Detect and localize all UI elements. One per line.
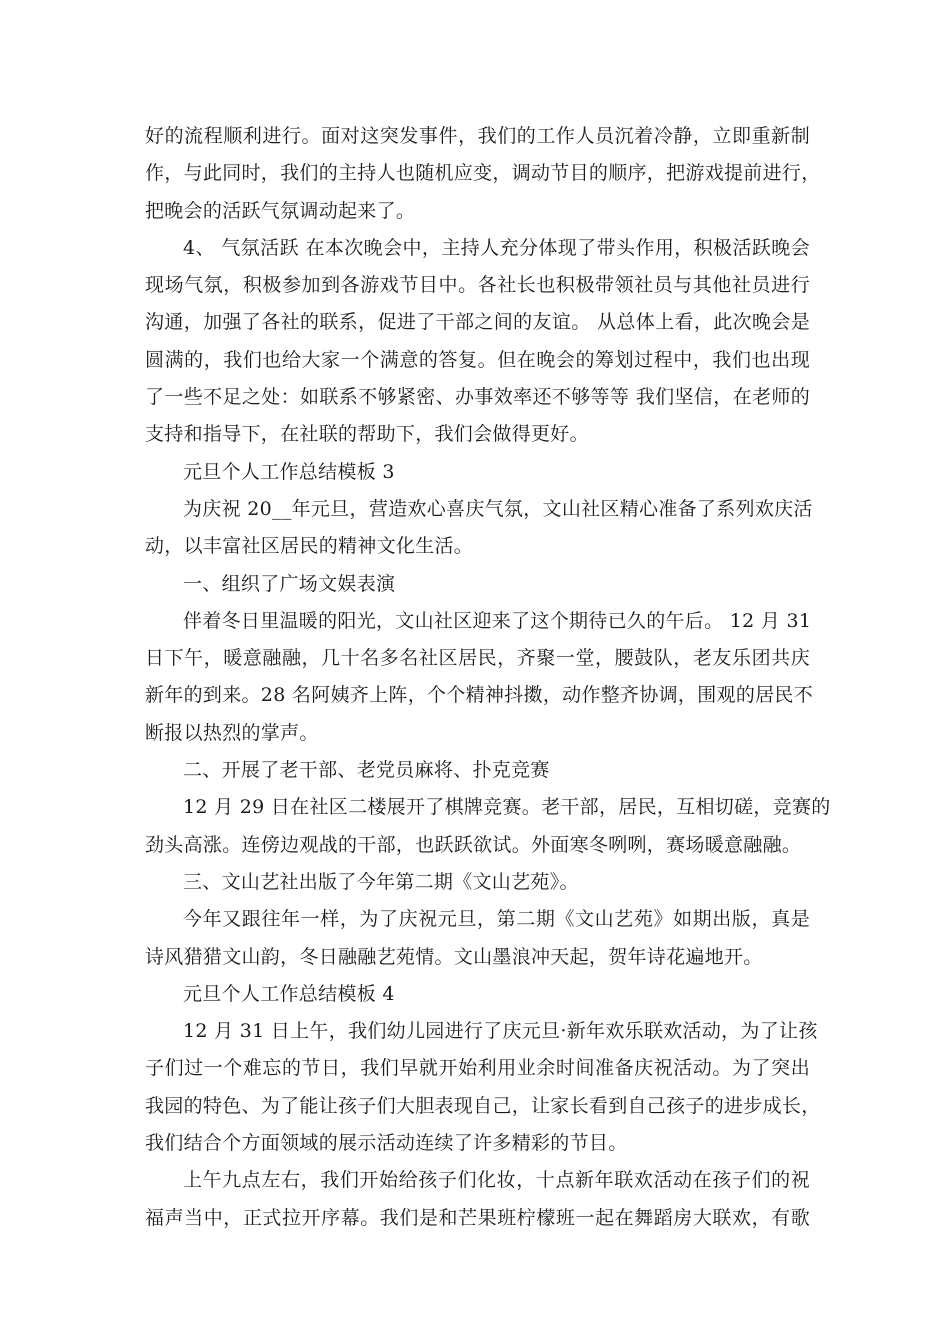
text-line: 二、开展了老干部、老党员麻将、扑克竞赛 [183, 759, 550, 782]
text-line: 支持和指导下，在社联的帮助下，我们会做得更好。 [145, 423, 589, 446]
text-line: 今年又跟往年一样，为了庆祝元旦，第二期《文山艺苑》如期出版，真是 [183, 908, 810, 931]
text-line: 好的流程顺利进行。面对这突发事件，我们的工作人员沉着冷静，立即重新制 [145, 125, 810, 147]
text-line: 作，与此同时，我们的主持人也随机应变，调动节目的顺序，把游戏提前进行， [145, 162, 821, 185]
text-line: 伴着冬日里温暖的阳光，文山社区迎来了这个期待已久的午后。 12 月 31 [183, 609, 812, 632]
text-line: 为庆祝 20__年元旦，营造欢心喜庆气氛，文山社区精心准备了系列欢庆活 [183, 497, 813, 520]
text-line: 子们过一个难忘的节日，我们早就开始利用业余时间准备庆祝活动。为了突出 [145, 1057, 810, 1080]
text-line: 了一些不足之处：如联系不够紧密、办事效率还不够等等 我们坚信，在老师的 [145, 386, 810, 409]
text-line: 4、 气氛活跃 在本次晚会中，主持人充分体现了带头作用，积极活跃晚会 [183, 236, 810, 259]
text-line: 沟通，加强了各社的联系，促进了干部之间的友谊。 从总体上看，此次晚会是 [145, 311, 810, 334]
text-line: 三、文山艺社出版了今年第二期《文山艺苑》。 [183, 870, 579, 893]
text-line: 动，以丰富社区居民的精神文化生活。 [145, 535, 474, 558]
text-line: 日下午，暖意融融，几十名多名社区居民，齐聚一堂，腰鼓队，老友乐团共庆 [145, 647, 810, 670]
text-line: 12 月 29 日在社区二楼展开了棋牌竞赛。老干部，居民，互相切磋，竞赛的 [183, 796, 831, 819]
text-line: 断报以热烈的掌声。 [145, 721, 319, 744]
text-line: 把晚会的活跃气氛调动起来了。 [145, 199, 416, 222]
document-body [145, 118, 831, 1237]
text-line: 福声当中，正式拉开序幕。我们是和芒果班柠檬班一起在舞蹈房大联欢，有歌 [145, 1206, 810, 1229]
text-line: 现场气氛，积极参加到各游戏节目中。各社长也积极带领社员与其他社员进行 [145, 274, 810, 297]
text-line: 劲头高涨。连傍边观战的干部，也跃跃欲试。外面寒冬咧咧，赛场暖意融融。 [145, 833, 802, 856]
text-line: 诗风猎猎文山韵，冬日融融艺苑情。文山墨浪冲天起，贺年诗花遍地开。 [145, 945, 763, 968]
text-line: 一、组织了广场文娱表演 [183, 572, 396, 595]
text-line: 圆满的，我们也给大家一个满意的答复。但在晚会的筹划过程中，我们也出现 [145, 348, 810, 371]
text-line: 上午九点左右，我们开始给孩子们化妆，十点新年联欢活动在孩子们的祝 [183, 1169, 810, 1192]
text-line: 元旦个人工作总结模板 3 [183, 460, 395, 483]
text-line: 12 月 31 日上午，我们幼儿园进行了庆元旦·新年欢乐联欢活动，为了让孩 [183, 1020, 818, 1043]
text-line: 元旦个人工作总结模板 4 [183, 982, 395, 1005]
text-line: 我园的特色、为了能让孩子们大胆表现自己，让家长看到自己孩子的进步成长， [145, 1094, 821, 1117]
text-line: 我们结合个方面领域的展示活动连续了许多精彩的节目。 [145, 1132, 628, 1155]
text-line: 新年的到来。28 名阿姨齐上阵，个个精神抖擞，动作整齐协调，围观的居民不 [145, 684, 814, 707]
